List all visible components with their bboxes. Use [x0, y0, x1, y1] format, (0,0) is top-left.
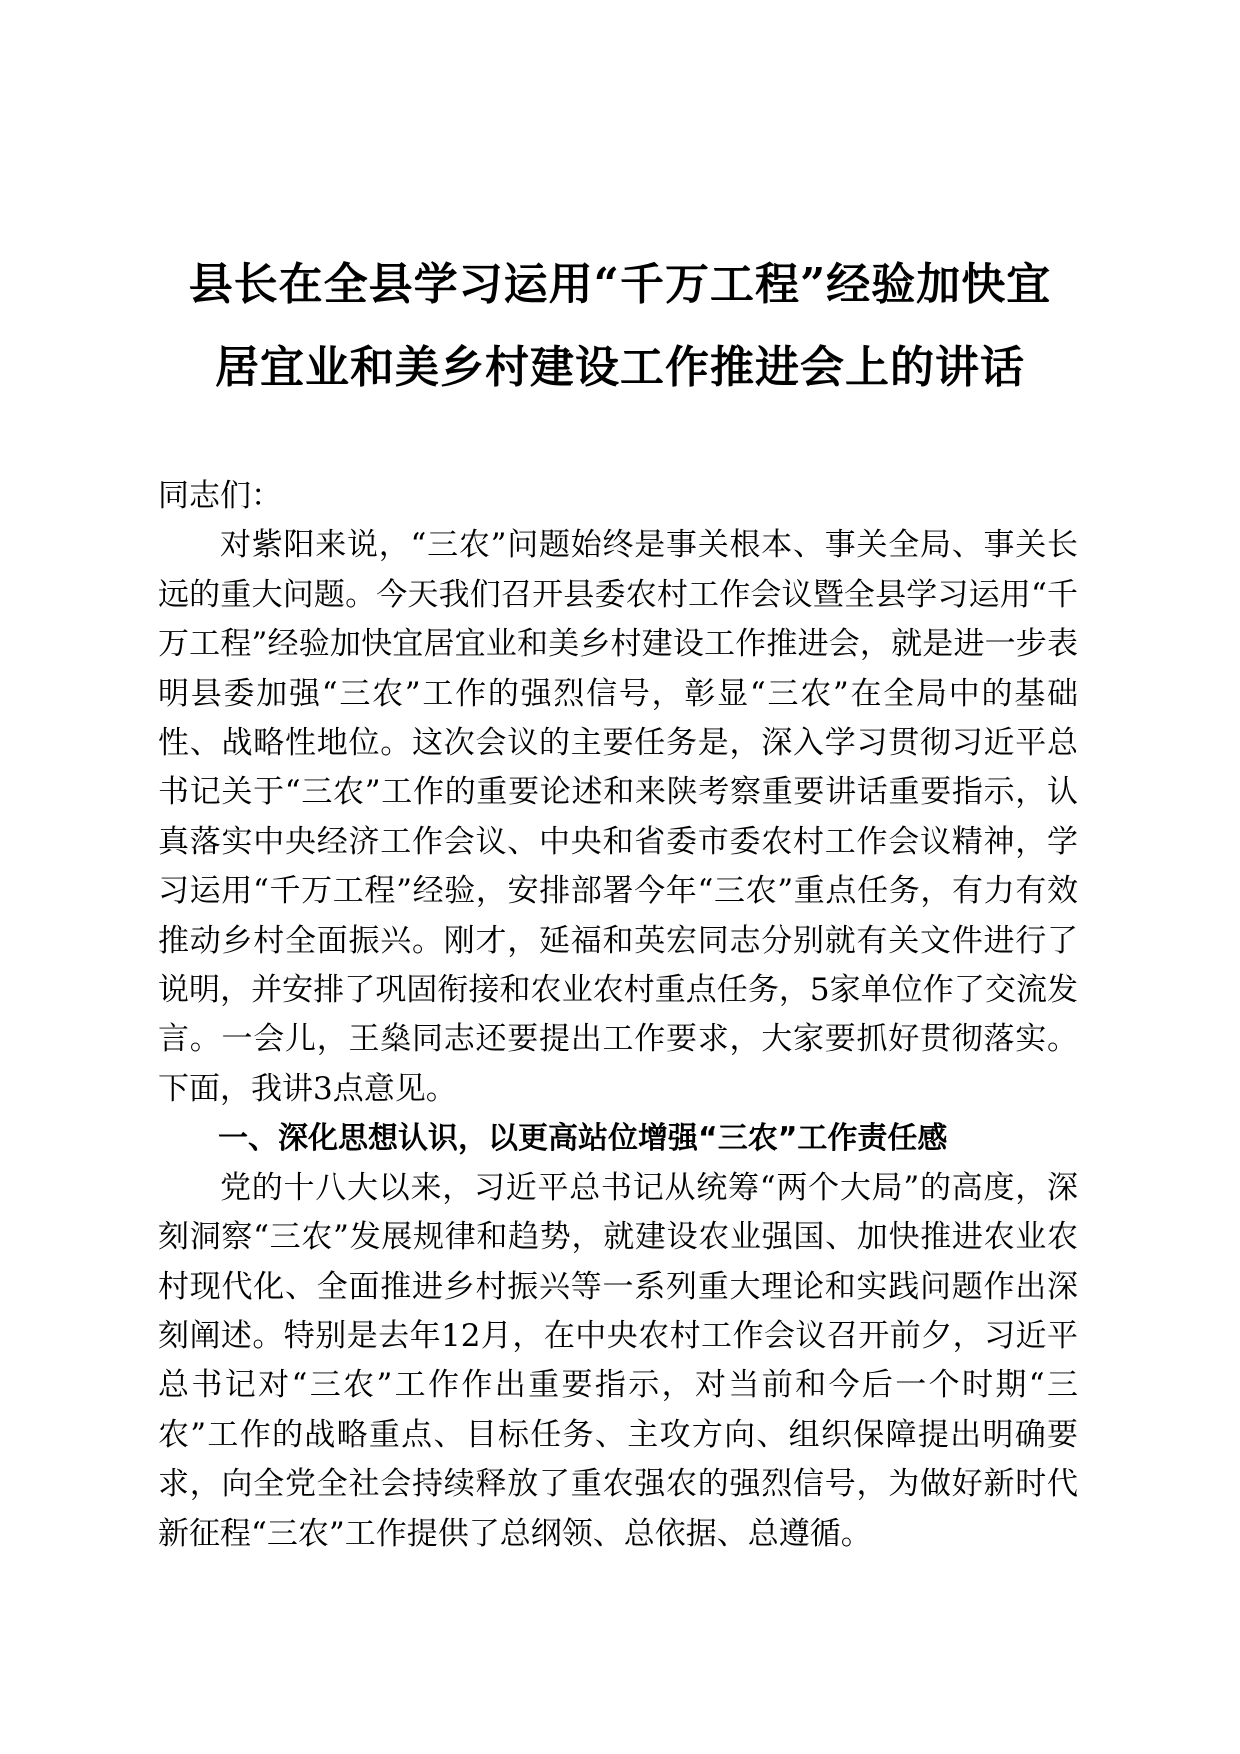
document-title	[150, 243, 1090, 409]
section-heading-1: 一、深化思想认识，以更高站位增强“三农”工作责任感	[218, 1121, 948, 1157]
title-line-1: 县长在全县学习运用“千万工程”经验加快宜	[188, 259, 1052, 310]
title-line-2: 居宜业和美乡村建设工作推进会上的讲话	[215, 342, 1025, 393]
document-body	[158, 472, 1078, 1559]
paragraph-intro: 对紫阳来说，“三农”问题始终是事关根本、事关全局、事关长远的重大问题。今天我们召开县委农村工作会议暨全县学习运用“千万工程”经验加快宜居宜业和美乡村建设工作推进会，就是进一步表明县委加强“三农”工作的强烈信号，彰显“三农”在全局中的基础性、战略性地位。这次会议的主要任务是，深入学习贯彻习近平总书记关于“三农”工作的重要论述和来陕考察重要讲话重要指示，认真落实中央经济工作会议、中央和省委市委农村工作会议精神，学习运用“千万工程”经验，安排部署今年“三农”重点任务，有力有效推动乡村全面振兴。刚才，延福和英宏同志分别就有关文件进行了说明，并安排了巩固衔接和农业农村重点任务，5家单位作了交流发言。一会儿，王燊同志还要提出工作要求，大家要抓好贯彻落实。下面，我讲3点意见。	[158, 527, 1078, 1107]
paragraph-section-1: 党的十八大以来，习近平总书记从统筹“两个大局”的高度，深刻洞察“三农”发展规律和趋势，就建设农业强国、加快推进农业农村现代化、全面推进乡村振兴等一系列重大理论和实践问题作出深刻阐述。特别是去年12月，在中央农村工作会议召开前夕，习近平总书记对“三农”工作作出重要指示，对当前和今后一个时期“三农”工作的战略重点、目标任务、主攻方向、组织保障提出明确要求，向全党全社会持续释放了重农强农的强烈信号，为做好新时代新征程“三农”工作提供了总纲领、总依据、总遵循。	[158, 1169, 1078, 1552]
salutation: 同志们：	[158, 478, 282, 514]
